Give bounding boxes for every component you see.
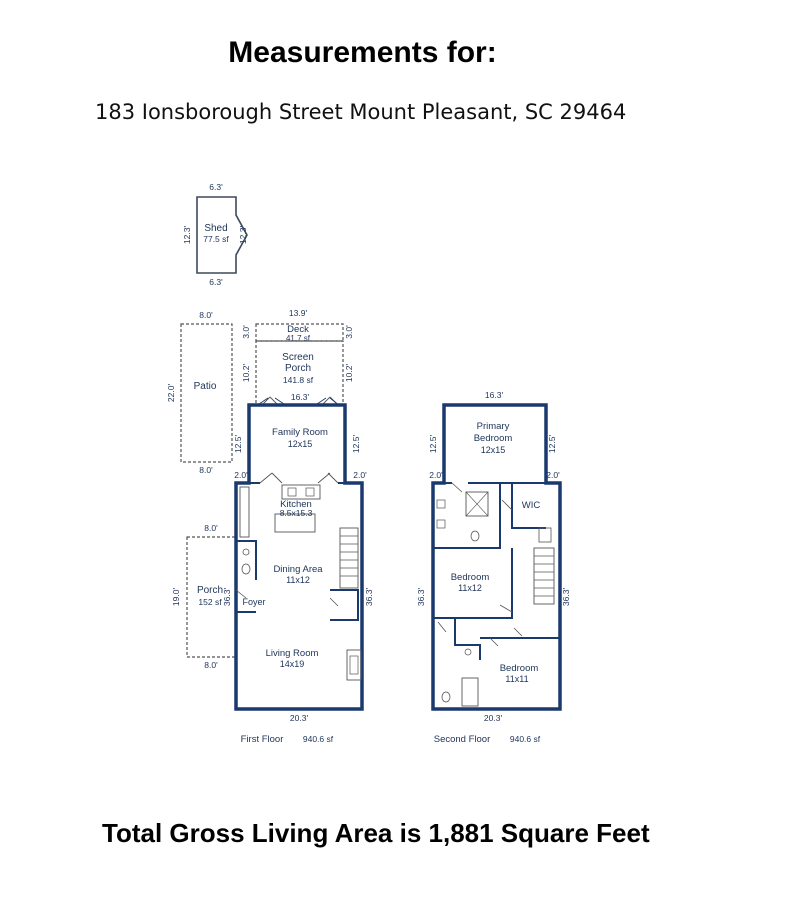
second-floor-dim-right-top: 12.5' <box>547 434 557 454</box>
dining-area-label: Dining Area <box>273 564 323 575</box>
first-floor-dim-bottom: 20.3' <box>289 713 309 723</box>
bedroom-2-label: Bedroom <box>499 663 539 674</box>
first-floor-dim-left-step: 2.0' <box>234 470 248 480</box>
screen-porch-dim-right: 10.2' <box>344 363 354 383</box>
shed-dim-top: 6.3' <box>209 182 223 192</box>
first-floor <box>233 398 374 745</box>
primary-bedroom-label-1: Primary <box>476 421 510 432</box>
dining-area-size: 11x12 <box>286 575 310 585</box>
bedroom-1-size: 11x12 <box>458 583 482 593</box>
first-floor-area: 940.6 sf <box>302 734 334 744</box>
first-floor-label: First Floor <box>240 734 284 745</box>
shed <box>182 182 248 287</box>
porch-area: 152 sf <box>198 597 222 607</box>
second-floor-area: 940.6 sf <box>509 734 541 744</box>
shed-label: Shed <box>204 223 228 234</box>
shed-area: 77.5 sf <box>203 234 229 244</box>
deck <box>241 308 354 343</box>
patio-dim-top: 8.0' <box>199 310 213 320</box>
second-floor-dim-left-step: 2.0' <box>429 470 443 480</box>
primary-bedroom-label-2: Bedroom <box>473 433 513 444</box>
bedroom-2-size: 11x11 <box>505 674 529 684</box>
family-room-label: Family Room <box>272 427 328 438</box>
porch-dim-left: 19.0' <box>171 587 181 607</box>
patio-dim-left: 22.0' <box>166 383 176 403</box>
bedroom-1-label: Bedroom <box>450 572 490 583</box>
screen-porch-dim-left: 10.2' <box>241 363 251 383</box>
porch-dim-right: 36.3' <box>222 587 232 607</box>
second-floor-dim-bottom: 20.3' <box>483 713 503 723</box>
patio-label: Patio <box>193 381 217 392</box>
second-floor-dim-top: 16.3' <box>484 390 504 400</box>
kitchen-label: Kitchen <box>280 499 312 510</box>
porch-dim-top: 8.0' <box>204 523 218 533</box>
deck-area: 41.7 sf <box>285 334 311 343</box>
foyer-label: Foyer <box>242 597 266 607</box>
deck-label: Deck <box>287 324 309 335</box>
patio <box>166 310 232 475</box>
shed-dim-left: 12.3' <box>182 225 192 245</box>
property-address: 183 Ionsborough Street Mount Pleasant, SC 29464 <box>95 100 627 124</box>
second-floor-dim-right: 36.3' <box>561 587 571 607</box>
second-floor <box>416 390 571 745</box>
shed-dim-right: 12.3' <box>238 225 248 245</box>
front-porch <box>171 523 236 670</box>
primary-bedroom-size: 12x15 <box>480 445 506 455</box>
deck-dim-right: 3.0' <box>344 325 354 339</box>
first-floor-dim-right-fr: 12.5' <box>351 434 361 454</box>
porch-label: Porch <box>196 585 224 596</box>
screen-porch-dim-bottom: 16.3' <box>290 392 310 402</box>
page-title: Measurements for: <box>228 36 497 69</box>
patio-dim-bottom: 8.0' <box>199 465 213 475</box>
family-room-size: 12x15 <box>287 439 313 449</box>
shed-dim-bottom: 6.3' <box>209 277 223 287</box>
screen-porch-label-2: Porch <box>284 363 312 374</box>
screen-porch <box>241 341 354 405</box>
deck-dim-left: 3.0' <box>241 325 251 339</box>
first-floor-dim-right: 36.3' <box>364 587 374 607</box>
living-room-size: 14x19 <box>279 659 305 669</box>
second-floor-dim-left-top: 12.5' <box>428 434 438 454</box>
living-room-label: Living Room <box>265 648 319 659</box>
first-floor-dim-right-step: 2.0' <box>353 470 367 480</box>
second-floor-dim-left: 36.3' <box>416 587 426 607</box>
second-floor-dim-right-step: 2.0' <box>546 470 560 480</box>
screen-porch-label-1: Screen <box>282 352 314 363</box>
kitchen-size: 8.5x15.3 <box>279 508 313 518</box>
first-floor-dim-left-fr: 12.5' <box>233 434 243 454</box>
total-living-area: Total Gross Living Area is 1,881 Square Feet <box>102 818 650 848</box>
screen-porch-area: 141.8 sf <box>282 375 314 385</box>
wic-label: WIC <box>521 500 541 511</box>
second-floor-label: Second Floor <box>433 734 491 745</box>
porch-dim-bottom: 8.0' <box>204 660 218 670</box>
deck-dim-top: 13.9' <box>288 308 308 318</box>
